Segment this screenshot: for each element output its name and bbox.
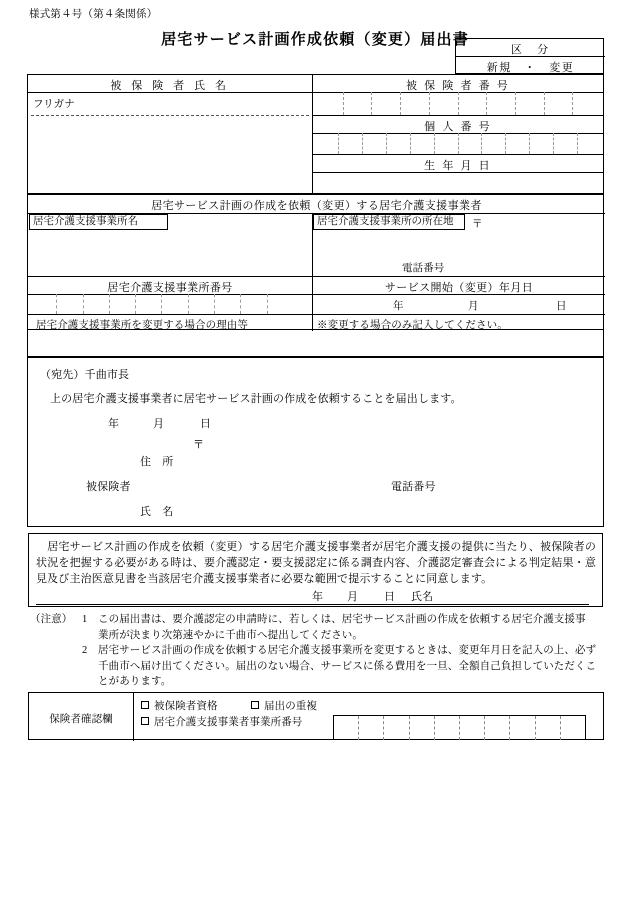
declaration-block: [27, 357, 604, 527]
declaration-insured-label: 被保険者: [86, 481, 131, 493]
insured-number-cells[interactable]: [315, 92, 601, 115]
office-phone-label: 電話番号: [402, 263, 445, 274]
change-reason-input[interactable]: [27, 330, 604, 357]
notes-label: （注意）: [30, 614, 73, 625]
insurer-check-item-office-number[interactable]: [141, 714, 302, 729]
declaration-address-label: 住 所: [140, 456, 174, 468]
office-name-label: 居宅介護支援事業所名: [29, 214, 168, 230]
office-phone-input[interactable]: [448, 259, 598, 274]
insurer-check-item-duplicate[interactable]: [251, 698, 317, 713]
personal-number-cells[interactable]: [315, 133, 601, 154]
service-start-year-label: 年: [393, 301, 404, 312]
classification-header: 区 分: [510, 44, 551, 56]
note-item-1-number: 1: [82, 614, 88, 625]
insured-name-input[interactable]: [31, 116, 309, 194]
page-title: 居宅サービス計画作成依頼（変更）届出書: [161, 32, 469, 48]
insurer-office-number-cells[interactable]: [333, 715, 586, 740]
furigana-label: フリガナ: [33, 99, 75, 110]
office-address-input[interactable]: [314, 231, 602, 259]
consent-month-label: 月: [347, 591, 359, 603]
checkbox-icon[interactable]: [251, 701, 259, 709]
checkbox-icon[interactable]: [141, 701, 149, 709]
personal-number-header: 個 人 番 号: [424, 121, 492, 133]
postal-mark-icon: 〒: [472, 219, 483, 230]
declaration-name-label: 氏 名: [140, 506, 174, 518]
consent-year-label: 年: [312, 591, 324, 603]
note-item-2-text: 居宅サービス計画の作成を依頼する居宅介護支援事業所を変更するときは、変更年月日を記入の上、必ず千曲市へ届け出てください。届出のない場合、サービスに係る費用を一旦、全額自己負担していただくことがあります。: [98, 645, 597, 687]
declaration-phone-input[interactable]: [443, 476, 583, 494]
office-address-label: 居宅介護支援事業所の所在地: [313, 214, 465, 230]
form-number: 様式第４号（第４条関係）: [29, 9, 158, 20]
classification-options[interactable]: 新規 ・ 変更: [486, 62, 575, 74]
consent-paragraph: 居宅サービス計画の作成を依頼（変更）する居宅介護支援事業者が居宅介護支援の提供に当たり、被保険者の状況を把握する必要がある時は、要介護認定・要支援認定に係る調査内容、介護認定審査会による判定結果・意見及び主治医意見書を当該居宅介護支援事業者に必要な範囲で提示することに同意します。: [36, 541, 596, 585]
declaration-address-input[interactable]: [203, 450, 563, 468]
declaration-addressee: （宛先）千曲市長: [40, 369, 130, 381]
birthdate-input[interactable]: [314, 173, 602, 194]
insured-name-header: 被 保 険 者 氏 名: [110, 80, 230, 92]
consent-name-label: 氏名: [411, 591, 434, 603]
provider-section-header: 居宅サービス計画の作成を依頼（変更）する居宅介護支援事業者: [151, 200, 482, 212]
birthdate-header: 生 年 月 日: [424, 160, 492, 172]
declaration-year-label: 年: [108, 418, 120, 430]
declaration-postal-mark-icon: 〒: [193, 439, 205, 451]
declaration-day-label: 日: [200, 418, 212, 430]
insurer-check-item-qualification-label: 被保険者資格: [154, 701, 218, 712]
declaration-statement: 上の居宅介護支援事業者に居宅サービス計画の作成を依頼することを届出します。: [50, 393, 462, 405]
note-item-2-number: 2: [82, 645, 88, 656]
insurer-check-item-qualification[interactable]: [141, 698, 218, 713]
consent-day-label: 日: [384, 591, 396, 603]
office-number-cells[interactable]: [31, 294, 293, 314]
insurer-check-label: 保険者確認欄: [49, 714, 113, 725]
classification-box: [455, 38, 604, 74]
service-start-day-label: 日: [556, 301, 567, 312]
consent-name-input[interactable]: [449, 587, 589, 603]
service-start-header: サービス開始（変更）年月日: [384, 282, 534, 294]
declaration-name-input[interactable]: [203, 501, 563, 519]
declaration-phone-label: 電話番号: [391, 481, 436, 493]
insured-number-header: 被 保 険 者 番 号: [406, 80, 510, 92]
insurer-check-item-duplicate-label: 届出の重複: [264, 701, 317, 712]
provider-section: [27, 194, 604, 330]
change-reason-note: ※変更する場合のみ記入してください。: [317, 320, 508, 331]
checkbox-icon[interactable]: [141, 717, 149, 725]
change-reason-label: 居宅介護支援事業所を変更する場合の理由等: [36, 320, 248, 331]
consent-box: [28, 533, 603, 607]
insurer-check-item-office-number-label: 居宅介護支援事業者事業所番号: [154, 717, 303, 728]
office-name-input[interactable]: [30, 231, 310, 275]
insurer-check-section: [28, 692, 604, 740]
note-item-1-text: この届出書は、要介護認定の申請時に、若しくは、居宅サービス計画の作成を依頼する居宅介護支援事業所が決まり次第速やかに千曲市へ提出してください。: [98, 614, 586, 641]
service-start-month-label: 月: [468, 301, 479, 312]
office-number-header: 居宅介護支援事業所番号: [107, 282, 233, 294]
insured-info-table: [27, 74, 604, 194]
declaration-month-label: 月: [153, 418, 165, 430]
